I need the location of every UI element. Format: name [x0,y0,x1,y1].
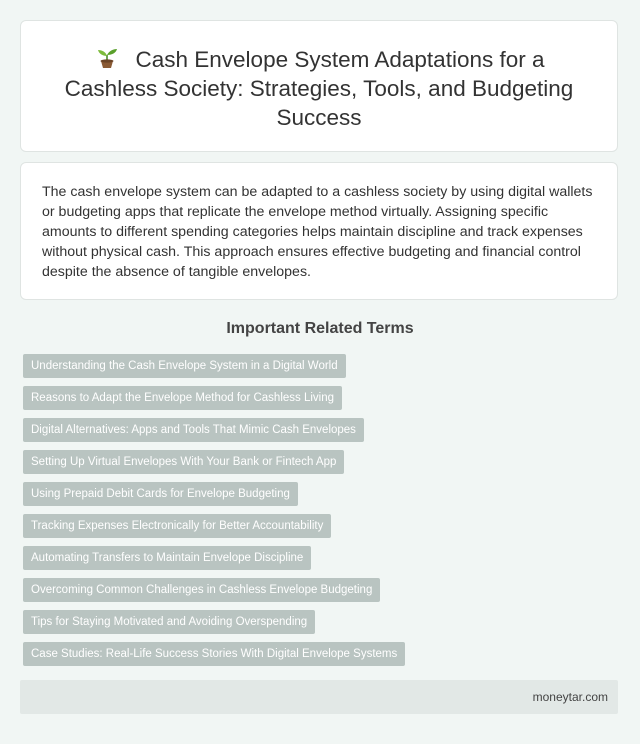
seedling-icon [94,47,120,69]
related-terms-heading: Important Related Terms [226,320,414,337]
related-term-link[interactable]: Setting Up Virtual Envelopes With Your Bank or Fintech App [23,450,344,474]
related-term-link[interactable]: Automating Transfers to Maintain Envelope Discipline [23,546,311,570]
related-term-link[interactable]: Case Studies: Real-Life Success Stories With Digital Envelope Systems [23,642,405,666]
intro-card [20,162,618,300]
title-card [20,20,618,152]
related-term-link[interactable]: Understanding the Cash Envelope System in a Digital World [23,354,346,378]
related-terms-list [23,354,405,674]
intro-text: The cash envelope system can be adapted to a cashless society by using digital wallets or budgeting apps that replicate the envelope method virtually. Assigning specific amounts to different spending categories helps maintain discipline and track expenses without physical cash. This approach ensures effective budgeting and financial control despite the absence of tangible envelopes. [42,184,593,280]
related-term-link[interactable]: Using Prepaid Debit Cards for Envelope Budgeting [23,482,298,506]
related-term-link[interactable]: Tracking Expenses Electronically for Better Accountability [23,514,331,538]
related-term-link[interactable]: Digital Alternatives: Apps and Tools That Mimic Cash Envelopes [23,418,364,442]
related-term-link[interactable]: Overcoming Common Challenges in Cashless Envelope Budgeting [23,578,380,602]
footer-site-link[interactable]: moneytar.com [532,690,608,704]
page-title [21,45,617,132]
related-term-link[interactable]: Reasons to Adapt the Envelope Method for Cashless Living [23,386,342,410]
related-term-link[interactable]: Tips for Staying Motivated and Avoiding Overspending [23,610,315,634]
footer [20,680,618,714]
page-title-text: Cash Envelope System Adaptations for a Cashless Society: Strategies, Tools, and Budgeting Success [64,47,574,130]
